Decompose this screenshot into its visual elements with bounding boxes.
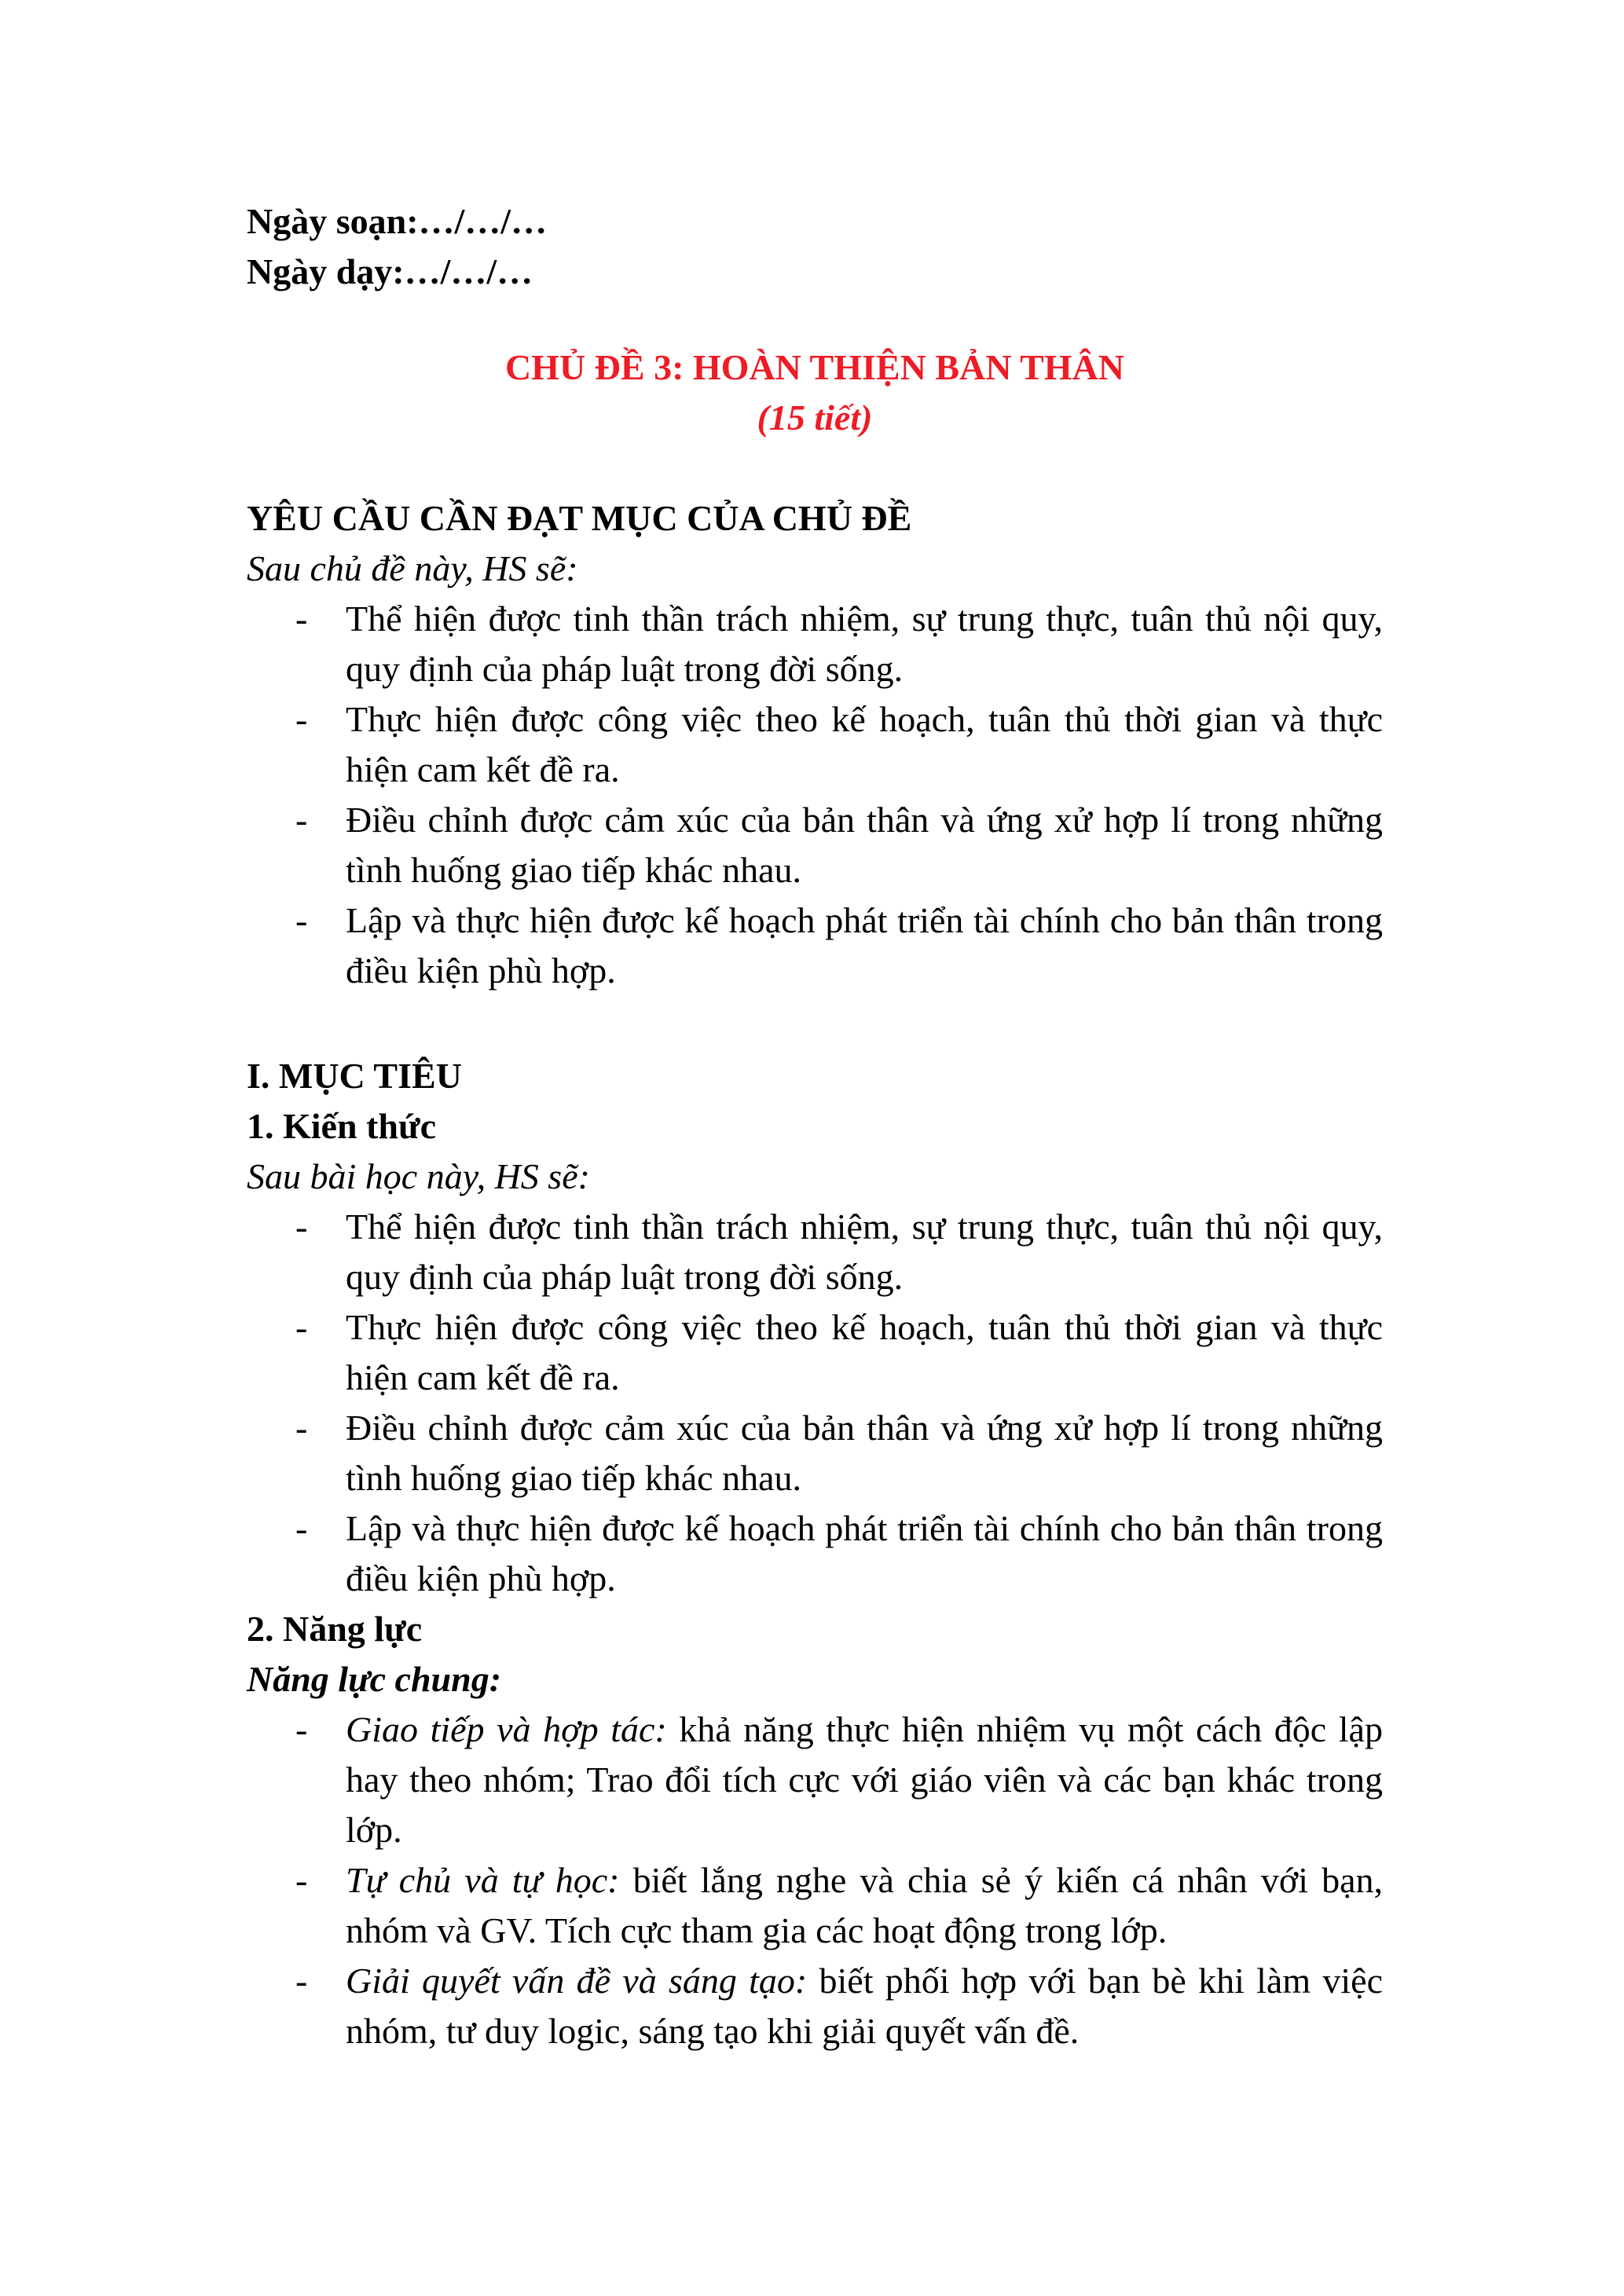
- competence-list: [247, 1705, 1383, 2056]
- list-item: - Lập và thực hiện được kế hoạch phát triển tài chính cho bản thân trong điều kiện phù hợp.: [346, 1503, 1383, 1604]
- requirements-section: [247, 493, 1383, 996]
- list-item: - Thực hiện được công việc theo kế hoạch, tuân thủ thời gian và thực hiện cam kết đề ra.: [346, 1302, 1383, 1403]
- competence-text: khả năng thực hiện nhiệm vụ một cách độc lập hay theo nhóm; Trao đổi tích cực với giáo viên và các bạn khác trong lớp.: [346, 1709, 1383, 1850]
- list-item: - Thực hiện được công việc theo kế hoạch, tuân thủ thời gian và thực hiện cam kết đề ra.: [346, 694, 1383, 795]
- document-page: [247, 196, 1383, 2056]
- list-item: [346, 1855, 1383, 1956]
- list-item: - Điều chỉnh được cảm xúc của bản thân và ứng xử hợp lí trong những tình huống giao tiếp khác nhau.: [346, 795, 1383, 895]
- list-item: - Lập và thực hiện được kế hoạch phát triển tài chính cho bản thân trong điều kiện phù hợp.: [346, 895, 1383, 996]
- topic-subtitle: (15 tiết): [757, 397, 873, 438]
- competence-heading: 2. Năng lực: [247, 1609, 423, 1649]
- teach-date: Ngày dạy:…/…/…: [247, 251, 533, 291]
- competence-text: biết lắng nghe và chia sẻ ý kiến cá nhân với bạn, nhóm và GV. Tích cực tham gia các hoạt động trong lớp.: [346, 1860, 1383, 1950]
- knowledge-list: [247, 1202, 1383, 1604]
- list-item: [346, 1956, 1383, 2056]
- requirements-heading: YÊU CẦU CẦN ĐẠT MỤC CỦA CHỦ ĐỀ: [247, 498, 912, 538]
- list-item: - Điều chỉnh được cảm xúc của bản thân và ứng xử hợp lí trong những tình huống giao tiếp khác nhau.: [346, 1403, 1383, 1503]
- list-item: - Thể hiện được tinh thần trách nhiệm, sự trung thực, tuân thủ nội quy, quy định của pháp luật trong đời sống.: [346, 594, 1383, 694]
- topic-title: CHỦ ĐỀ 3: HOÀN THIỆN BẢN THÂN: [504, 347, 1125, 387]
- general-competence-heading: Năng lực chung:: [247, 1659, 502, 1699]
- competence-text: biết phối hợp với bạn bè khi làm việc nhóm, tư duy logic, sáng tạo khi giải quyết vấn đề.: [346, 1961, 1383, 2051]
- competence-label: Giao tiếp và hợp tác:: [346, 1709, 667, 1749]
- requirements-list: [247, 594, 1383, 996]
- knowledge-intro: Sau bài học này, HS sẽ:: [247, 1156, 590, 1196]
- title-block: [247, 342, 1383, 443]
- prep-date: Ngày soạn:…/…/…: [247, 201, 548, 241]
- list-item: [346, 1705, 1383, 1855]
- requirements-intro: Sau chủ đề này, HS sẽ:: [247, 548, 578, 588]
- objectives-section: [247, 1051, 1383, 2056]
- competence-label: Giải quyết vấn đề và sáng tạo:: [346, 1961, 808, 2001]
- objectives-heading: I. MỤC TIÊU: [247, 1056, 462, 1096]
- competence-label: Tự chủ và tự học:: [346, 1860, 620, 1900]
- knowledge-heading: 1. Kiến thức: [247, 1106, 436, 1146]
- list-item: - Thể hiện được tinh thần trách nhiệm, sự trung thực, tuân thủ nội quy, quy định của pháp luật trong đời sống.: [346, 1202, 1383, 1302]
